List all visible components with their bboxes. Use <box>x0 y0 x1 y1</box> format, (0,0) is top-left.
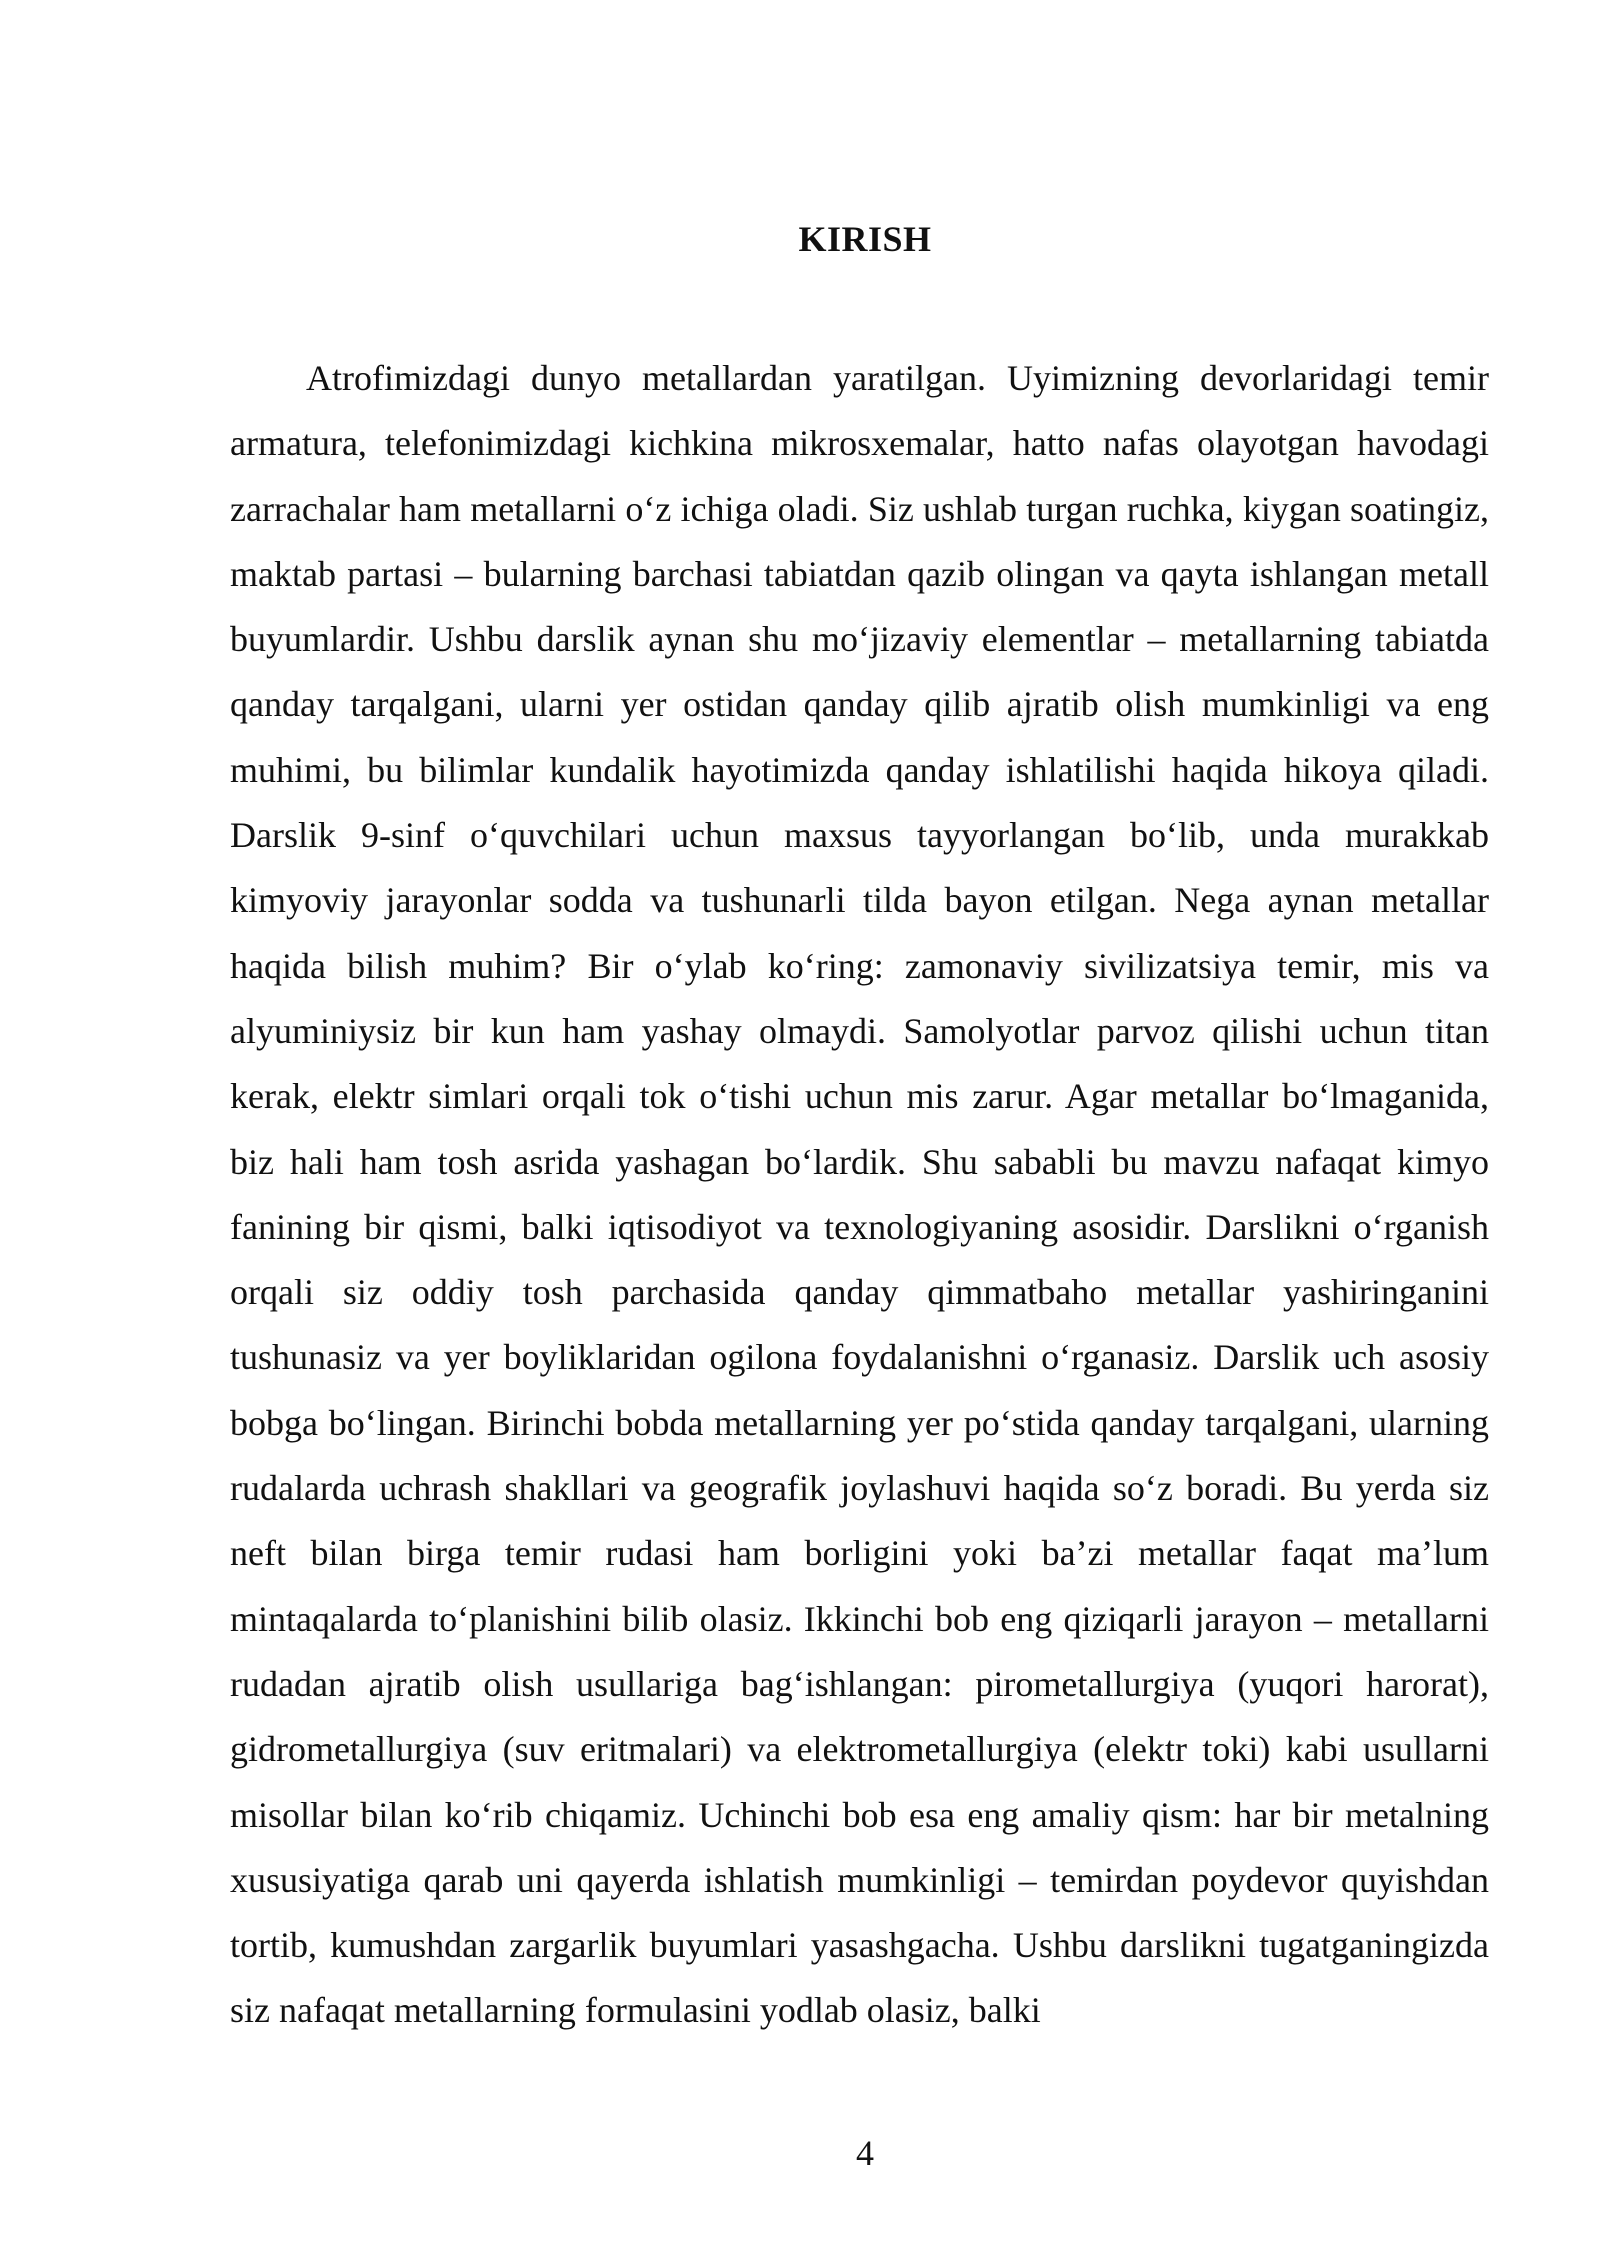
body-paragraph: Atrofimizdagi dunyo metallardan yaratilgan. Uyimizning devorlaridagi temir armatura, telefonimizdagi kichkina mikrosxemalar, hatto nafas olayotgan havodagi zarrachalar ham metallarni o‘z ichiga oladi. Siz ushlab turgan ruchka, kiygan soatingiz, maktab partasi – bularning barchasi tabiatdan qazib olingan va qayta ishlangan metall buyumlardir. Ushbu darslik aynan shu mo‘jizaviy elementlar – metallarning tabiatda qanday tarqalgani, ularni yer ostidan qanday qilib ajratib olish mumkinligi va eng muhimi, bu bilimlar kundalik hayotimizda qanday ishlatilishi haqida hikoya qiladi. Darslik 9-sinf o‘quvchilari uchun maxsus tayyorlangan bo‘lib, unda murakkab kimyoviy jarayonlar sodda va tushunarli tilda bayon etilgan. Nega aynan metallar haqida bilish muhim? Bir o‘ylab ko‘ring: zamonaviy sivilizatsiya temir, mis va alyuminiysiz bir kun ham yashay olmaydi. Samolyotlar parvoz qilishi uchun titan kerak, elektr simlari orqali tok o‘tishi uchun mis zarur. Agar metallar bo‘lmaganida, biz hali ham tosh asrida yashagan bo‘lardik. Shu sababli bu mavzu nafaqat kimyo fanining bir qismi, balki iqtisodiyot va texnologiyaning asosidir. Darslikni o‘rganish orqali siz oddiy tosh parchasida qanday qimmatbaho metallar yashiringanini tushunasiz va yer boyliklaridan ogilona foydalanishni o‘rganasiz. Darslik uch asosiy bobga bo‘lingan. Birinchi bobda metallarning yer po‘stida qanday tarqalgani, ularning rudalarda uchrash shakllari va geografik joylashuvi haqida so‘z boradi. Bu yerda siz neft bilan birga temir rudasi ham borligini yoki ba’zi metallar faqat ma’lum mintaqalarda to‘planishini bilib olasiz. Ikkinchi bob eng qiziqarli jarayon – metallarni rudadan ajratib olish usullariga bag‘ishlangan: pirometallurgiya (yuqori harorat), gidrometallurgiya (suv eritmalari) va elektrometallurgiya (elektr toki) kabi usullarni misollar bilan ko‘rib chiqamiz. Uchinchi bob esa eng amaliy qism: har bir metalning xususiyatiga qarab uni qayerda ishlatish mumkinligi – temirdan poydevor quyishdan tortib, kumushdan zargarlik buyumlari yasashgacha. Ushbu darslikni tugatganingizda siz nafaqat metallarning formulasini yodlab olasiz, balki <box>230 358 1489 2031</box>
page-title: KIRISH <box>798 219 932 259</box>
page-number: 4 <box>856 2133 874 2173</box>
